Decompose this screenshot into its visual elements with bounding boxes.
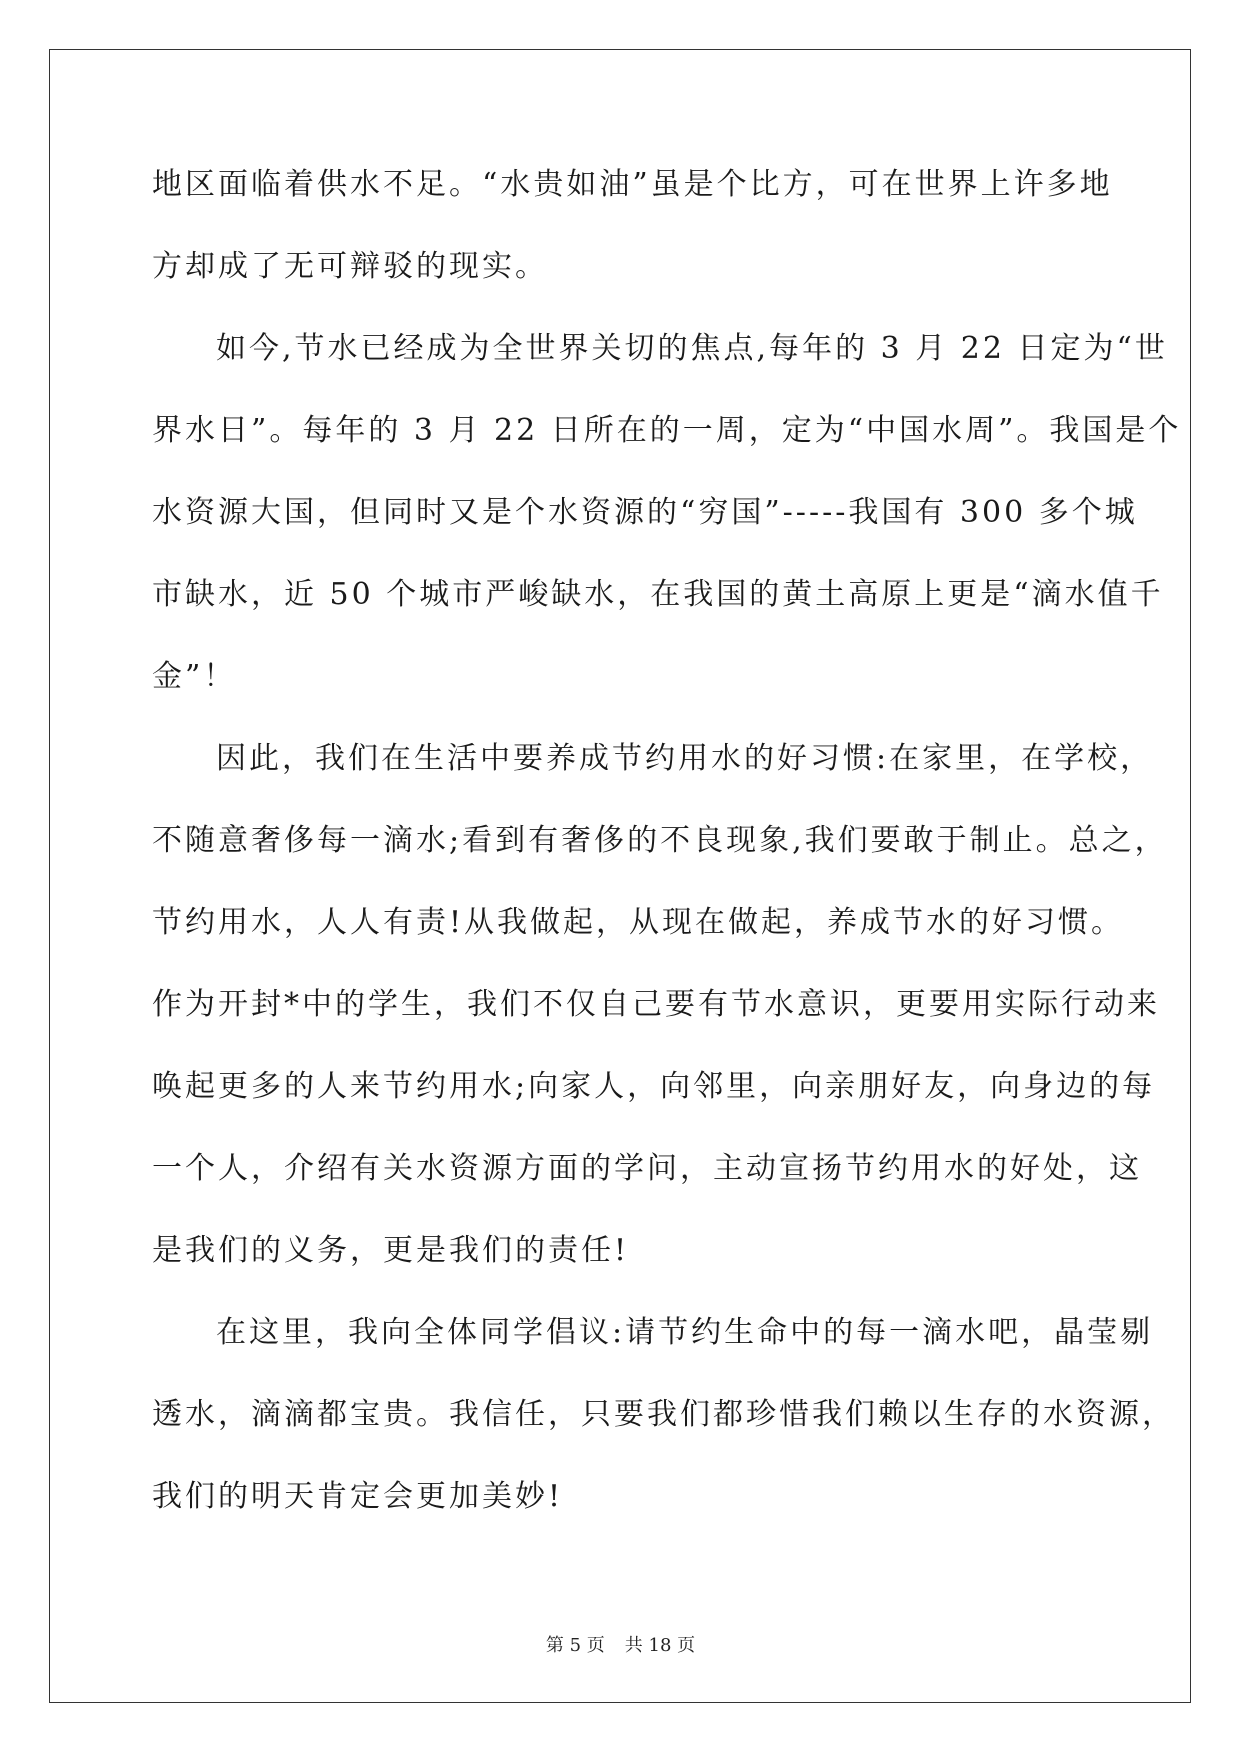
text-line: 节约用水，人人有责!从我做起，从现在做起，养成节水的好习惯。 — [152, 905, 1125, 940]
page-number: 第 5 页 — [545, 1635, 605, 1656]
text-line: 唤起更多的人来节约用水;向家人，向邻里，向亲朋好友，向身边的每 — [152, 1069, 1156, 1104]
text-line: 透水，滴滴都宝贵。我信任，只要我们都珍惜我们赖以生存的水资源， — [152, 1397, 1175, 1432]
text-line: 一个人，介绍有关水资源方面的学问，主动宣扬节约用水的好处，这 — [152, 1151, 1142, 1186]
page-total: 共 18 页 — [624, 1635, 696, 1656]
text-line: 不随意奢侈每一滴水;看到有奢侈的不良现象,我们要敢于制止。总之， — [152, 823, 1168, 858]
paragraph-start-line: 因此，我们在生活中要养成节约用水的好习惯:在家里，在学校， — [216, 741, 1154, 776]
text-line: 金”！ — [152, 659, 237, 694]
text-line: 市缺水，近 50 个城市严峻缺水，在我国的黄土高原上更是“滴水值千 — [152, 577, 1164, 612]
paragraph-start-line: 在这里，我向全体同学倡议:请节约生命中的每一滴水吧，晶莹剔 — [216, 1315, 1154, 1350]
document-body — [152, 166, 1182, 1560]
text-line: 水资源大国，但同时又是个水资源的“穷国”-----我国有 300 多个城 — [152, 495, 1138, 530]
text-line: 是我们的义务，更是我们的责任! — [152, 1233, 630, 1268]
text-line: 作为开封*中的学生，我们不仅自己要有节水意识，更要用实际行动来 — [152, 987, 1160, 1022]
text-line: 地区面临着供水不足。“水贵如油”虽是个比方，可在世界上许多地 — [152, 167, 1113, 202]
text-line: 方却成了无可辩驳的现实。 — [152, 249, 548, 284]
paragraph-start-line: 如今,节水已经成为全世界关切的焦点,每年的 3 月 22 日定为“世 — [216, 331, 1168, 366]
text-line: 界水日”。每年的 3 月 22 日所在的一周，定为“中国水周”。我国是个 — [152, 413, 1182, 448]
page-footer — [0, 1631, 1241, 1657]
text-line: 我们的明天肯定会更加美妙! — [152, 1479, 564, 1514]
